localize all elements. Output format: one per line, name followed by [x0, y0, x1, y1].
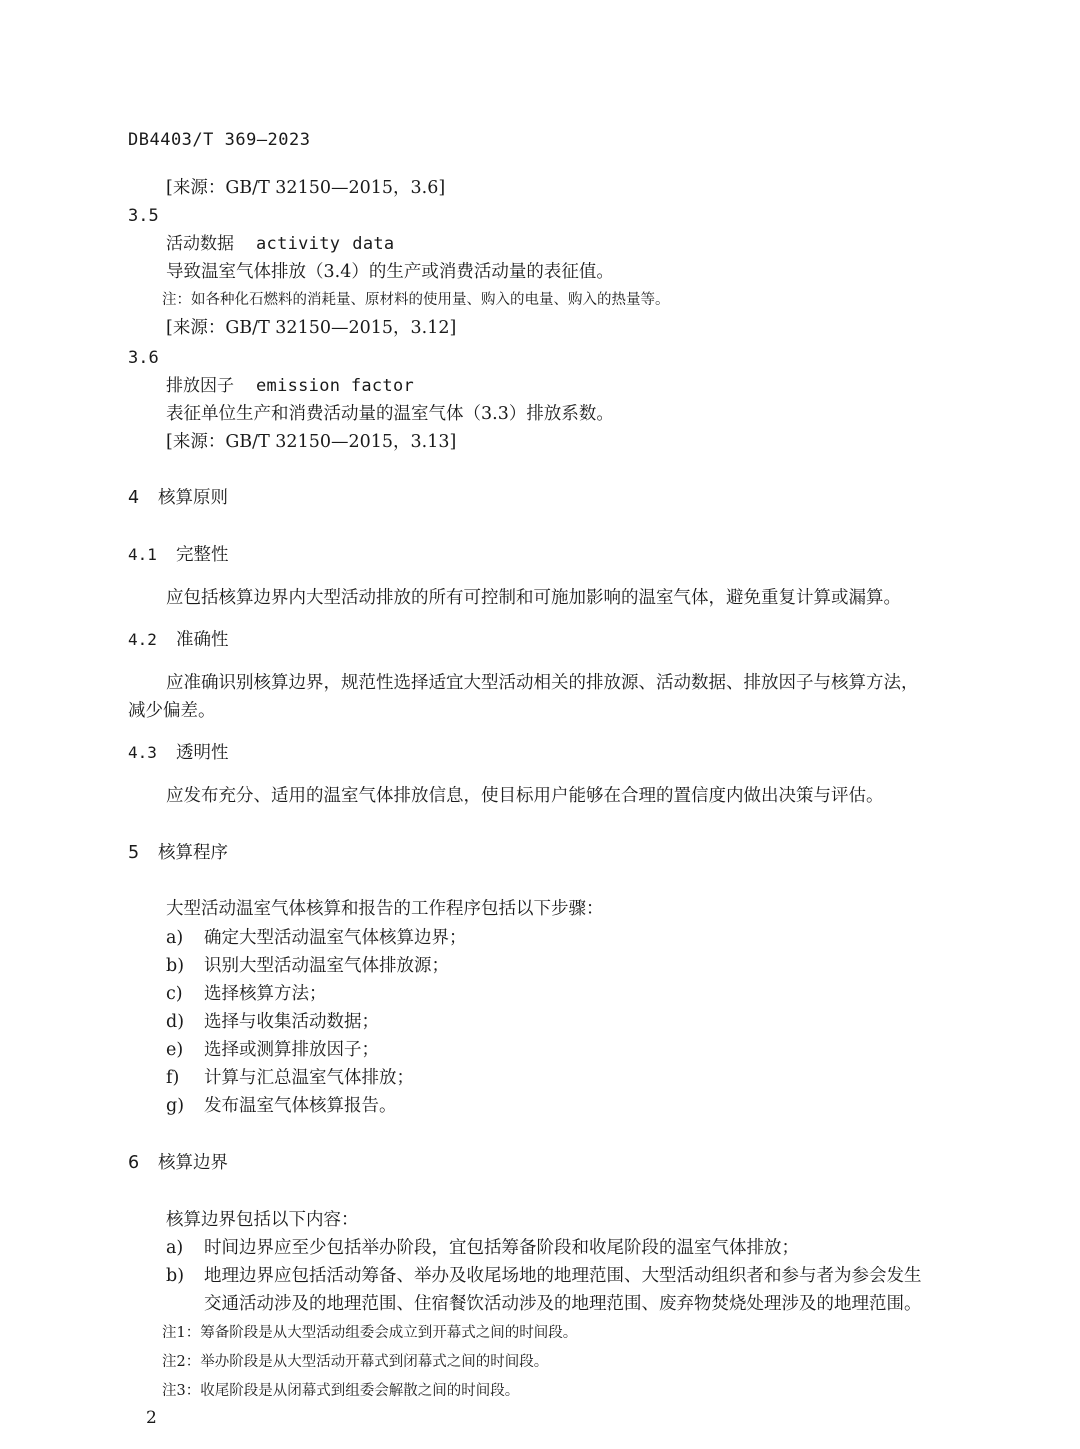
list-item: d) 选择与收集活动数据；	[166, 1012, 379, 1032]
paragraph-4-3: 应发布充分、适用的温室气体排放信息，使目标用户能够在合理的置信度内做出决策与评估。	[166, 786, 884, 806]
list-item: e) 选择或测算排放因子；	[166, 1040, 379, 1060]
section-heading-4: 4 核算原则	[128, 488, 228, 508]
list-item: a) 时间边界应至少包括举办阶段，宜包括筹备阶段和收尾阶段的温室气体排放；	[166, 1238, 799, 1258]
list-item: b) 地理边界应包括活动筹备、举办及收尾场地的地理范围、大型活动组织者和参与者为参会发生	[166, 1266, 922, 1286]
paragraph-6-intro: 核算边界包括以下内容：	[166, 1210, 359, 1230]
definition-3-5: 导致温室气体排放（3.4）的生产或消费活动量的表征值。	[166, 262, 614, 282]
list-item-continuation: 交通活动涉及的地理范围、住宿餐饮活动涉及的地理范围、废弃物焚烧处理涉及的地理范围。	[204, 1294, 922, 1314]
list-item: g) 发布温室气体核算报告。	[166, 1096, 397, 1116]
note-3-5: 注：如各种化石燃料的消耗量、原材料的使用量、购入的电量、购入的热量等。	[162, 292, 670, 308]
list-item: f) 计算与汇总温室气体排放；	[166, 1068, 414, 1088]
term-en-2: data	[352, 234, 395, 254]
paragraph-4-1: 应包括核算边界内大型活动排放的所有可控制和可施加影响的温室气体，避免重复计算或漏算。	[166, 588, 901, 608]
paragraph-5-intro: 大型活动温室气体核算和报告的工作程序包括以下步骤：	[166, 899, 604, 919]
list-item: a) 确定大型活动温室气体核算边界；	[166, 928, 467, 948]
definition-3-6: 表征单位生产和消费活动量的温室气体（3.3）排放系数。	[166, 404, 614, 424]
document-code: DB4403/T 369—2023	[128, 130, 311, 150]
note-6-3: 注3：收尾阶段是从闭幕式到组委会解散之间的时间段。	[162, 1383, 520, 1399]
section-heading-5: 5 核算程序	[128, 843, 228, 863]
clause-number-3-6: 3.6	[128, 348, 159, 368]
list-item: c) 选择核算方法；	[166, 984, 327, 1004]
source-3-4: [来源：GB/T 32150—2015，3.6]	[166, 178, 446, 198]
term-3-5	[166, 236, 394, 253]
page-number: 2	[146, 1408, 157, 1428]
list-item: b) 识别大型活动温室气体排放源；	[166, 956, 449, 976]
paragraph-4-2-line-1: 应准确识别核算边界，规范性选择适宜大型活动相关的排放源、活动数据、排放因子与核算方法，	[166, 673, 919, 693]
paragraph-4-2-line-2: 减少偏差。	[128, 701, 216, 721]
term-zh: 活动数据	[166, 234, 234, 254]
clause-number-3-5: 3.5	[128, 206, 159, 226]
term-3-6	[166, 378, 414, 395]
note-6-1: 注1：筹备阶段是从大型活动组委会成立到开幕式之间的时间段。	[162, 1325, 578, 1341]
subsection-heading-4-2: 4.2 准确性	[128, 630, 229, 650]
term-en: emission factor	[256, 376, 415, 396]
section-heading-6: 6 核算边界	[128, 1153, 228, 1173]
note-6-2: 注2：举办阶段是从大型活动开幕式到闭幕式之间的时间段。	[162, 1354, 549, 1370]
term-zh: 排放因子	[166, 376, 234, 396]
term-en: activity	[256, 234, 341, 254]
source-3-6: [来源：GB/T 32150—2015，3.13]	[166, 432, 457, 452]
subsection-heading-4-3: 4.3 透明性	[128, 743, 229, 763]
subsection-heading-4-1: 4.1 完整性	[128, 545, 229, 565]
source-3-5: [来源：GB/T 32150—2015，3.12]	[166, 318, 457, 338]
